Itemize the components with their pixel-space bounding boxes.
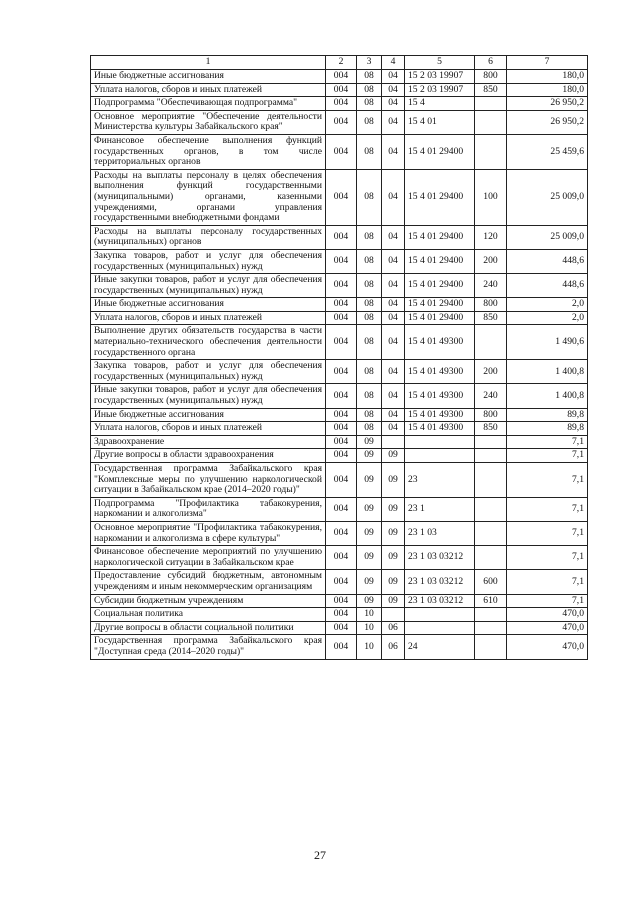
cell-name: Иные закупки товаров, работ и услуг для обеспечения государственных (муниципальных) нужд: [91, 384, 326, 408]
cell-gr: 004: [326, 110, 357, 134]
cell-name: Расходы на выплаты персоналу в целях обеспечения выполнения функций государственными (муниципальными) органами, казенными учреждениями, органами управления государственными внебюджетными фондами: [91, 169, 326, 225]
cell-pr: 04: [382, 311, 405, 325]
cell-vr: 850: [475, 83, 507, 97]
cell-name: Подпрограмма "Обеспечивающая подпрограмма": [91, 97, 326, 111]
cell-gr: 004: [326, 449, 357, 463]
cell-vr: [475, 497, 507, 521]
cell-pr: [382, 608, 405, 622]
table-row: [91, 621, 588, 635]
cell-name: Другие вопросы в области здравоохранения: [91, 449, 326, 463]
cell-vr: 800: [475, 298, 507, 312]
cell-name: Выполнение других обязательств государства в части материально-технического обеспечения деятельности государственного органа: [91, 325, 326, 360]
cell-gr: 004: [326, 83, 357, 97]
table-row: [91, 298, 588, 312]
cell-gr: 004: [326, 298, 357, 312]
cell-cs: 15 4 01 29400: [405, 249, 475, 273]
cell-pr: 04: [382, 169, 405, 225]
table-row: [91, 435, 588, 449]
cell-pr: 04: [382, 249, 405, 273]
cell-name: Социальная политика: [91, 608, 326, 622]
cell-name: Иные бюджетные ассигнования: [91, 298, 326, 312]
cell-pr: 09: [382, 449, 405, 463]
cell-gr: 004: [326, 225, 357, 249]
cell-name: Расходы на выплаты персоналу государственных (муниципальных) органов: [91, 225, 326, 249]
cell-sum: 25 009,0: [507, 225, 588, 249]
cell-sum: 1 400,8: [507, 384, 588, 408]
cell-name: Иные бюджетные ассигнования: [91, 70, 326, 84]
table-row: [91, 311, 588, 325]
cell-name: Закупка товаров, работ и услуг для обеспечения государственных (муниципальных) нужд: [91, 360, 326, 384]
cell-gr: 004: [326, 497, 357, 521]
cell-cs: 15 4 01 49300: [405, 408, 475, 422]
table-row: [91, 134, 588, 169]
cell-sum: 89,8: [507, 408, 588, 422]
cell-pr: 09: [382, 497, 405, 521]
cell-name: Уплата налогов, сборов и иных платежей: [91, 83, 326, 97]
cell-cs: 15 4 01 29400: [405, 298, 475, 312]
cell-sum: 26 950,2: [507, 97, 588, 111]
cell-rz: 09: [357, 497, 382, 521]
cell-name: Основное мероприятие "Обеспечение деятельности Министерства культуры Забайкальского края": [91, 110, 326, 134]
table-row: [91, 521, 588, 545]
cell-vr: [475, 110, 507, 134]
cell-sum: 7,1: [507, 463, 588, 498]
cell-vr: [475, 635, 507, 659]
cell-gr: 004: [326, 384, 357, 408]
cell-rz: 08: [357, 70, 382, 84]
cell-rz: 08: [357, 325, 382, 360]
cell-rz: 09: [357, 521, 382, 545]
table-row: [91, 422, 588, 436]
cell-gr: 004: [326, 463, 357, 498]
cell-pr: 04: [382, 274, 405, 298]
cell-pr: 04: [382, 408, 405, 422]
cell-rz: 09: [357, 546, 382, 570]
cell-vr: 850: [475, 422, 507, 436]
cell-gr: 004: [326, 97, 357, 111]
table-row: [91, 408, 588, 422]
cell-gr: 004: [326, 169, 357, 225]
cell-rz: 09: [357, 449, 382, 463]
cell-pr: 04: [382, 225, 405, 249]
cell-vr: [475, 435, 507, 449]
cell-cs: 15 2 03 19907: [405, 83, 475, 97]
cell-cs: 15 4 01 29400: [405, 311, 475, 325]
cell-rz: 08: [357, 110, 382, 134]
cell-rz: 08: [357, 422, 382, 436]
cell-pr: 04: [382, 110, 405, 134]
cell-name: Закупка товаров, работ и услуг для обеспечения государственных (муниципальных) нужд: [91, 249, 326, 273]
cell-name: Уплата налогов, сборов и иных платежей: [91, 311, 326, 325]
cell-vr: 100: [475, 169, 507, 225]
table-header-row: [91, 56, 588, 70]
cell-sum: 470,0: [507, 635, 588, 659]
cell-gr: 004: [326, 621, 357, 635]
cell-cs: [405, 608, 475, 622]
cell-pr: 04: [382, 325, 405, 360]
cell-gr: 004: [326, 325, 357, 360]
cell-pr: 04: [382, 422, 405, 436]
cell-gr: 004: [326, 570, 357, 594]
cell-pr: 09: [382, 594, 405, 608]
cell-rz: 08: [357, 384, 382, 408]
cell-cs: 15 4 01 49300: [405, 360, 475, 384]
header-cell: 5: [405, 56, 475, 70]
cell-cs: 15 4 01 29400: [405, 169, 475, 225]
cell-vr: [475, 134, 507, 169]
cell-name: Другие вопросы в области социальной политики: [91, 621, 326, 635]
cell-gr: 004: [326, 311, 357, 325]
cell-vr: [475, 97, 507, 111]
cell-name: Здравоохранение: [91, 435, 326, 449]
table-row: [91, 384, 588, 408]
cell-rz: 08: [357, 225, 382, 249]
cell-vr: [475, 608, 507, 622]
cell-sum: 26 950,2: [507, 110, 588, 134]
table-row: [91, 169, 588, 225]
cell-rz: 10: [357, 608, 382, 622]
cell-name: Государственная программа Забайкальского края "Комплексные меры по улучшению наркологической ситуации в Забайкальском крае (2014–2020 годы)": [91, 463, 326, 498]
cell-rz: 08: [357, 249, 382, 273]
cell-cs: 23 1 03 03212: [405, 594, 475, 608]
table-row: [91, 70, 588, 84]
cell-rz: 08: [357, 360, 382, 384]
table-row: [91, 463, 588, 498]
cell-vr: [475, 546, 507, 570]
cell-pr: 06: [382, 635, 405, 659]
cell-sum: 448,6: [507, 249, 588, 273]
cell-rz: 09: [357, 435, 382, 449]
cell-cs: 15 4 01 49300: [405, 384, 475, 408]
cell-rz: 08: [357, 169, 382, 225]
cell-rz: 08: [357, 311, 382, 325]
cell-pr: 06: [382, 621, 405, 635]
cell-cs: 15 4 01 49300: [405, 325, 475, 360]
cell-cs: 15 4 01 29400: [405, 134, 475, 169]
header-cell: 6: [475, 56, 507, 70]
cell-pr: 04: [382, 384, 405, 408]
cell-gr: 004: [326, 435, 357, 449]
cell-sum: 180,0: [507, 70, 588, 84]
header-cell: 2: [326, 56, 357, 70]
cell-gr: 004: [326, 608, 357, 622]
cell-cs: 15 4 01: [405, 110, 475, 134]
cell-gr: 004: [326, 422, 357, 436]
table-row: [91, 83, 588, 97]
cell-sum: 25 009,0: [507, 169, 588, 225]
table-row: [91, 249, 588, 273]
cell-rz: 08: [357, 134, 382, 169]
header-cell: 1: [91, 56, 326, 70]
cell-gr: 004: [326, 521, 357, 545]
cell-cs: 15 4 01 29400: [405, 274, 475, 298]
cell-sum: 470,0: [507, 608, 588, 622]
cell-vr: 600: [475, 570, 507, 594]
cell-pr: 09: [382, 570, 405, 594]
cell-vr: 120: [475, 225, 507, 249]
table-body: [91, 70, 588, 660]
cell-gr: 004: [326, 360, 357, 384]
cell-pr: 04: [382, 83, 405, 97]
cell-cs: 23 1 03 03212: [405, 570, 475, 594]
cell-gr: 004: [326, 249, 357, 273]
cell-sum: 1 400,8: [507, 360, 588, 384]
cell-cs: 24: [405, 635, 475, 659]
cell-cs: [405, 435, 475, 449]
cell-sum: 7,1: [507, 435, 588, 449]
cell-sum: 7,1: [507, 497, 588, 521]
cell-pr: 09: [382, 521, 405, 545]
cell-sum: 180,0: [507, 83, 588, 97]
table-row: [91, 635, 588, 659]
budget-table: [90, 55, 588, 660]
cell-sum: 1 490,6: [507, 325, 588, 360]
cell-name: Финансовое обеспечение выполнения функций государственных органов, в том числе территориальных органов: [91, 134, 326, 169]
cell-cs: 23 1 03 03212: [405, 546, 475, 570]
cell-sum: 470,0: [507, 621, 588, 635]
cell-rz: 08: [357, 83, 382, 97]
cell-cs: 23 1: [405, 497, 475, 521]
cell-pr: 04: [382, 134, 405, 169]
table-row: [91, 546, 588, 570]
cell-rz: 09: [357, 570, 382, 594]
table-row: [91, 570, 588, 594]
cell-vr: 850: [475, 311, 507, 325]
cell-gr: 004: [326, 274, 357, 298]
table-row: [91, 360, 588, 384]
table-row: [91, 608, 588, 622]
cell-cs: [405, 621, 475, 635]
cell-rz: 08: [357, 408, 382, 422]
cell-vr: 200: [475, 249, 507, 273]
cell-vr: 800: [475, 70, 507, 84]
cell-name: Основное мероприятие "Профилактика табакокурения, наркомании и алкоголизма в сфере культуры": [91, 521, 326, 545]
cell-pr: 09: [382, 463, 405, 498]
cell-gr: 004: [326, 70, 357, 84]
table-row: [91, 497, 588, 521]
header-cell: 3: [357, 56, 382, 70]
cell-vr: [475, 463, 507, 498]
cell-gr: 004: [326, 594, 357, 608]
cell-vr: 800: [475, 408, 507, 422]
cell-sum: 7,1: [507, 570, 588, 594]
cell-name: Уплата налогов, сборов и иных платежей: [91, 422, 326, 436]
cell-sum: 7,1: [507, 521, 588, 545]
cell-pr: 04: [382, 97, 405, 111]
cell-name: Финансовое обеспечение мероприятий по улучшению наркологической ситуации в Забайкальском крае: [91, 546, 326, 570]
cell-vr: [475, 449, 507, 463]
cell-name: Предоставление субсидий бюджетным, автономным учреждениям и иным некоммерческим организациям: [91, 570, 326, 594]
cell-sum: 25 459,6: [507, 134, 588, 169]
cell-name: Государственная программа Забайкальского края "Доступная среда (2014–2020 годы)": [91, 635, 326, 659]
header-cell: 7: [507, 56, 588, 70]
cell-rz: 09: [357, 594, 382, 608]
cell-vr: 240: [475, 384, 507, 408]
cell-gr: 004: [326, 635, 357, 659]
cell-name: Подпрограмма "Профилактика табакокурения, наркомании и алкоголизма": [91, 497, 326, 521]
cell-cs: 15 4: [405, 97, 475, 111]
cell-vr: [475, 521, 507, 545]
cell-pr: 04: [382, 360, 405, 384]
cell-pr: 09: [382, 546, 405, 570]
cell-gr: 004: [326, 546, 357, 570]
cell-rz: 10: [357, 635, 382, 659]
cell-pr: [382, 435, 405, 449]
cell-pr: 04: [382, 70, 405, 84]
cell-cs: 23 1 03: [405, 521, 475, 545]
cell-cs: 15 4 01 29400: [405, 225, 475, 249]
table-row: [91, 97, 588, 111]
cell-rz: 08: [357, 97, 382, 111]
table-row: [91, 274, 588, 298]
table-row: [91, 225, 588, 249]
cell-sum: 7,1: [507, 546, 588, 570]
page-number: 27: [314, 848, 326, 862]
cell-sum: 7,1: [507, 594, 588, 608]
table-row: [91, 594, 588, 608]
cell-gr: 004: [326, 408, 357, 422]
cell-rz: 10: [357, 621, 382, 635]
cell-sum: 2,0: [507, 311, 588, 325]
cell-vr: [475, 325, 507, 360]
cell-pr: 04: [382, 298, 405, 312]
table-row: [91, 325, 588, 360]
cell-vr: [475, 621, 507, 635]
cell-vr: 200: [475, 360, 507, 384]
cell-name: Субсидии бюджетным учреждениям: [91, 594, 326, 608]
cell-cs: [405, 449, 475, 463]
table-row: [91, 449, 588, 463]
cell-rz: 09: [357, 463, 382, 498]
cell-cs: 15 2 03 19907: [405, 70, 475, 84]
cell-cs: 15 4 01 49300: [405, 422, 475, 436]
cell-cs: 23: [405, 463, 475, 498]
cell-rz: 08: [357, 298, 382, 312]
cell-sum: 2,0: [507, 298, 588, 312]
cell-name: Иные закупки товаров, работ и услуг для обеспечения государственных (муниципальных) нужд: [91, 274, 326, 298]
cell-gr: 004: [326, 134, 357, 169]
cell-vr: 240: [475, 274, 507, 298]
cell-vr: 610: [475, 594, 507, 608]
cell-sum: 89,8: [507, 422, 588, 436]
header-cell: 4: [382, 56, 405, 70]
cell-name: Иные бюджетные ассигнования: [91, 408, 326, 422]
table-row: [91, 110, 588, 134]
cell-sum: 448,6: [507, 274, 588, 298]
cell-rz: 08: [357, 274, 382, 298]
cell-sum: 7,1: [507, 449, 588, 463]
